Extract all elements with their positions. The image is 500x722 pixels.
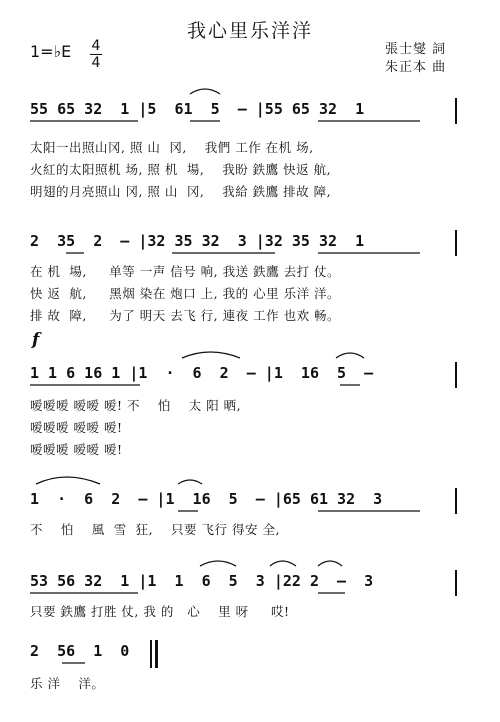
system-1-lyric-2: 火紅的太阳照机 场, 照 机 場, 我盼 鉄鷹 快返 航, [30, 162, 332, 177]
system-2-notes: 2 35 2 — |32 35 32 3 |32 35 32 1 [30, 232, 365, 250]
system-1-lyric-1: 太阳一出照山冈, 照 山 冈, 我們 工作 在机 场, [30, 140, 314, 155]
system-5-notes: 53 56 32 1 |1 1 6 5 3 |22 2 — 3 [30, 572, 374, 590]
system-3-lyric-3: 嗳嗳嗳 嗳嗳 嗳! [30, 442, 123, 457]
system-1-notes: 55 65 32 1 |5 61 5 — |55 65 32 1 [30, 100, 365, 118]
system-3-lyric-1: 嗳嗳嗳 嗳嗳 嗳! 不 怕 太 阳 晒, [30, 398, 242, 413]
dynamic-forte: f [32, 330, 40, 350]
time-signature-top: 4 [91, 38, 101, 54]
composer-credit: 朱正本 曲 [385, 60, 447, 75]
system-5-lyric-1: 只要 鉄鷹 打胜 仗, 我 的 心 里 呀 哎! [30, 604, 290, 619]
system-2-lyric-2: 快 返 航, 黑烟 染在 炮口 上, 我的 心里 乐洋 洋。 [30, 286, 341, 301]
system-3-notes: 1 1 6 16 1 |1 · 6 2 — |1 16 5 — [30, 364, 374, 382]
system-6-notes: 2 56 1 0 [30, 642, 130, 660]
system-4-lyric-1: 不 怕 風 雪 狂, 只要 飞行 得安 全, [30, 522, 280, 537]
system-6-lyric-1: 乐 洋 洋。 [30, 676, 105, 691]
time-signature-bottom: 4 [91, 55, 101, 71]
key-signature: 1=♭E [30, 42, 72, 61]
lyricist-credit: 張士燮 詞 [385, 42, 447, 57]
system-4-notes: 1 · 6 2 — |1 16 5 — |65 61 32 3 [30, 490, 383, 508]
system-2-lyric-3: 排 故 障, 为了 明天 去飞 行, 連夜 工作 也欢 畅。 [30, 308, 341, 323]
system-3-lyric-2: 嗳嗳嗳 嗳嗳 嗳! [30, 420, 123, 435]
system-2-lyric-1: 在 机 場, 单等 一声 信号 响, 我送 鉄鷹 去打 仗。 [30, 264, 341, 279]
song-title: 我心里乐洋洋 [186, 20, 313, 42]
system-1-lyric-3: 明翅的月亮照山 冈, 照 山 冈, 我給 鉄鷹 排故 障, [30, 184, 332, 199]
